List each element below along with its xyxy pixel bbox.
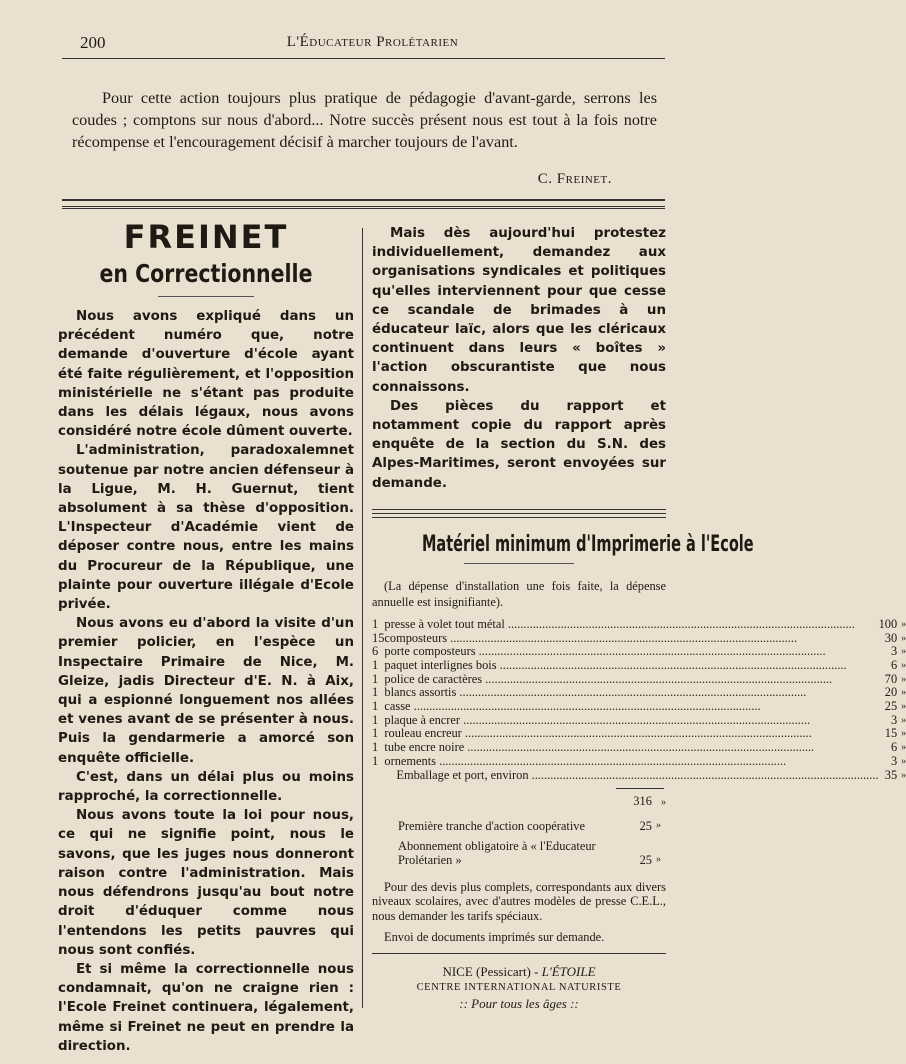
item-label-cell	[384, 727, 878, 741]
materiel-item-row	[372, 741, 906, 755]
item-value: 35	[884, 767, 898, 782]
item-unit: »	[901, 673, 906, 685]
item-label: plaque à encrer .....	[384, 714, 878, 728]
item-label-cell	[384, 755, 878, 769]
advert-line-2: CENTRE INTERNATIONAL NATURISTE	[416, 982, 622, 994]
running-title: L'Éducateur Prolétarien	[286, 34, 459, 50]
total-rule	[616, 788, 664, 789]
right-column	[372, 224, 906, 1012]
materiel-item-row	[372, 673, 906, 687]
item-quantity: 1	[372, 726, 379, 741]
article-paragraph: L'administration, paradoxalemnet soutenue par notre ancien défenseur à la Ligue, M. H. Guernut, tient absolument à sa thèse d'opposition. L'Inspecteur d'Académie vient de déposer contre nous, entre les mains du Procureur de la République, une plainte pour ouverture illégale d'Ecole privée.	[58, 443, 354, 613]
materiel-item-row	[372, 714, 906, 728]
article-paragraph: Nous avons expliqué dans un précédent numéro que, notre demande d'ouverture d'école ayant été faite régulièrement, et l'opposition ministérielle ne s'étant pas produite dans les délais légaux, nous avons considéré notre école dûment ouverte.	[58, 309, 354, 440]
continuation-paragraph: Mais dès aujourd'hui protestez individuellement, demandez aux organisations syndicales et politiques qu'elles interviennent pour que cesse ce scandale de brimades à un éducateur laïc, alors que les cléricaux continuent dans leurs « boîtes » l'action obscurantiste que nous connaissons.	[372, 226, 666, 395]
extra-label: Abonnement obligatoire à « l'Educateur Prolétarien »	[398, 838, 596, 868]
item-label-cell	[384, 741, 878, 755]
item-label: blancs assortis .....	[384, 686, 878, 700]
continuation-paragraph: Des pièces du rapport et notamment copie du rapport après enquête de la section du S.N. des Alpes-Maritimes, seront envoyées sur demande.	[372, 398, 666, 491]
item-label: rouleau encreur .....	[384, 727, 878, 741]
item-label: Emballage et port, environ .....	[384, 769, 878, 783]
item-value: 3	[890, 753, 898, 768]
materiel-note: (La dépense d'installation une fois faite, la dépense annuelle est insignifiante).	[372, 578, 666, 609]
header-rule	[62, 58, 665, 59]
article-continuation	[372, 224, 666, 493]
item-label-cell	[384, 769, 878, 783]
materiel-item-row	[372, 700, 906, 714]
item-quantity: 1	[372, 753, 379, 768]
section-rule-lower	[62, 208, 665, 209]
extras-list	[372, 819, 666, 868]
article-paragraph: Nous avons toute la loi pour nous, ce qui ne signifie point, nous le savons, que les juges nous donneront raison contre l'administration. Mais nous défendrons jusqu'au bout notre droit d'éduquer comme nous l'entendons les petits pauvres qui nous sont confiés.	[58, 808, 354, 958]
total-value: 316	[633, 794, 652, 809]
item-unit: »	[901, 659, 906, 671]
item-unit: »	[901, 769, 906, 781]
materiel-title-rule	[464, 563, 574, 564]
advert-place: NICE (Pessicart) -	[442, 964, 539, 980]
advert-rule	[372, 953, 666, 954]
page-number: 200	[80, 33, 106, 52]
extra-value: 25	[639, 819, 652, 834]
item-quantity: 6	[372, 644, 379, 659]
item-value: 100	[878, 616, 898, 631]
section-double-rule	[62, 199, 665, 207]
advert-line-1	[372, 964, 666, 980]
item-quantity: 1	[372, 657, 379, 672]
item-unit: »	[901, 742, 906, 754]
extra-unit: »	[656, 820, 661, 832]
extra-row	[372, 819, 666, 834]
item-label-cell	[384, 700, 878, 714]
left-column	[58, 220, 354, 1056]
materiel-item-row	[372, 755, 906, 769]
extra-unit: »	[656, 854, 661, 866]
item-label: police de caractères .....	[384, 673, 878, 687]
materiel-item-row	[372, 659, 906, 673]
article-title: FREINET	[123, 218, 289, 256]
item-label: paquet interlignes bois .....	[384, 659, 878, 673]
page-header	[80, 33, 665, 55]
item-label: tube encre noire .....	[384, 741, 878, 755]
envoi-note: Envoi de documents imprimés sur demande.	[384, 930, 605, 945]
item-unit: »	[901, 701, 906, 713]
article-paragraph: Nous avons eu d'abord la visite d'un premier policier, en l'espèce un Inspectaire Primaire de Nice, M. Gleize, jadis Directeur d'E. N. à Aix, qui a espionné longuement nos allées et venes avant de se présenter à nous. Puis la gendarmerie a amorcé son enquête officielle.	[58, 616, 354, 766]
item-unit: »	[901, 755, 906, 767]
item-label-cell	[384, 686, 878, 700]
item-value: 3	[890, 712, 898, 727]
item-label: presse à volet tout métal .....	[384, 618, 878, 632]
item-quantity: 15	[372, 630, 385, 645]
item-value: 25	[884, 699, 898, 714]
article-subtitle: en Correctionnelle	[99, 259, 313, 288]
item-unit: »	[901, 714, 906, 726]
item-unit: »	[901, 632, 906, 644]
item-label-cell	[384, 673, 878, 687]
item-value: 6	[890, 740, 898, 755]
total-unit: »	[661, 797, 666, 809]
item-label-cell	[384, 632, 878, 646]
materiel-item-row	[372, 632, 906, 646]
advert	[372, 964, 666, 1012]
total-line	[372, 793, 666, 811]
item-label-cell	[384, 714, 878, 728]
extra-row	[372, 839, 666, 868]
item-quantity: 1	[372, 740, 379, 755]
item-value: 6	[890, 657, 898, 672]
item-quantity: 1	[372, 712, 379, 727]
article-paragraph: Et si même la correctionnelle nous condamnait, qu'on ne craigne rien : l'Ecole Freinet continuera, légalement, même si Freinet ne peut en prendre la direction.	[58, 961, 354, 1054]
materiel-section	[372, 578, 906, 945]
materiel-table	[372, 618, 906, 782]
materiel-title: Matériel minimum d'Imprimerie à l'Ecole	[421, 531, 754, 557]
article-body	[58, 307, 354, 1056]
extra-label: Première tranche d'action coopérative	[398, 819, 585, 834]
materiel-item-row	[372, 618, 906, 632]
item-label: casse .....	[384, 700, 878, 714]
materiel-top-rules	[372, 509, 666, 521]
title-rule	[158, 296, 254, 297]
materiel-item-row	[372, 727, 906, 741]
intro-paragraph: Pour cette action toujours plus pratique de pédagogie d'avant-garde, serrons les coudes ; comptons sur nous d'abord... Notre succès présent nous est tout à la fois notre récompense et l'encouragement décisif à marcher toujours de l'avant.	[72, 89, 657, 151]
item-label: composteurs .....	[384, 632, 878, 646]
column-divider	[362, 228, 363, 1008]
item-value: 20	[884, 685, 898, 700]
item-label-cell	[384, 645, 878, 659]
item-value: 30	[884, 630, 898, 645]
item-value: 15	[884, 726, 898, 741]
item-unit: »	[901, 728, 906, 740]
item-unit: »	[901, 687, 906, 699]
item-quantity: 1	[372, 671, 379, 686]
item-quantity: 1	[372, 616, 379, 631]
advert-line-3: :: Pour tous les âges ::	[459, 996, 579, 1012]
item-quantity	[372, 769, 384, 783]
item-unit: »	[901, 646, 906, 658]
item-label-cell	[384, 659, 878, 673]
item-quantity: 1	[372, 685, 379, 700]
signature: C. Freinet.	[537, 171, 612, 187]
article-paragraph: C'est, dans un délai plus ou moins rapproché, la correctionnelle.	[58, 769, 354, 805]
item-quantity: 1	[372, 699, 379, 714]
extra-value: 25	[639, 853, 652, 868]
item-value: 3	[890, 644, 898, 659]
item-label: porte composteurs .....	[384, 645, 878, 659]
materiel-item-row	[372, 769, 906, 783]
item-unit: »	[901, 618, 906, 630]
item-label: ornements .....	[384, 755, 878, 769]
advert-name: L'ÉTOILE	[541, 964, 596, 980]
item-value: 70	[884, 671, 898, 686]
item-label-cell	[384, 618, 878, 632]
devis-note: Pour des devis plus complets, correspondants aux divers niveaux scolaires, avec d'autres modèles de presse C.E.L., nous demander les tarifs spéciaux.	[372, 879, 666, 923]
materiel-item-row	[372, 686, 906, 700]
materiel-item-row	[372, 645, 906, 659]
